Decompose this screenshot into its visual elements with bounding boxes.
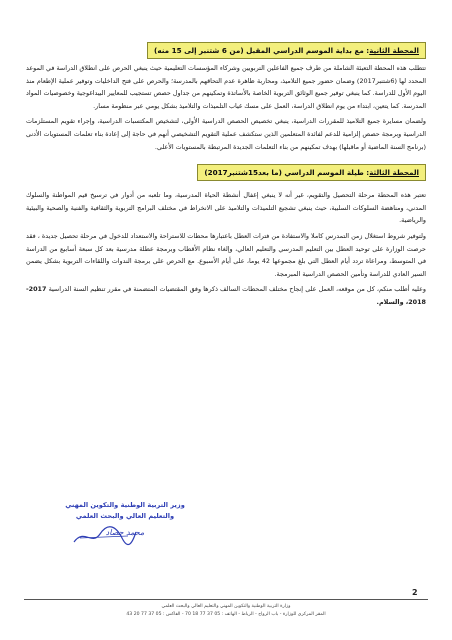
signature-scribble-icon: [70, 520, 140, 550]
heading-text: : طيلة الموسم الدراسي (ما بعد15شتنبر2017): [204, 168, 370, 178]
page-number: 2: [412, 588, 418, 597]
section-station-three: [26, 160, 426, 181]
heading-label: المحطة الثالثة: [369, 168, 419, 178]
footer-ministry: وزارة التربية الوطنية والتكوين المهني والتعليم العالي والبحث العلمي: [161, 604, 291, 609]
signature-block: [60, 500, 190, 537]
stamp-line: والتعليم العالي والبحث العلمي: [75, 512, 175, 520]
stamp-line: وزير التربية الوطنية والتكوين المهني: [65, 501, 185, 509]
closing-paragraph: [26, 283, 426, 308]
paragraph: ولضمان مسايرة جميع التلاميذ للمقررات الدراسية، ينبغي تخصيص الحصص الدراسية الأولى، لتشخيص المكتسبات الدراسية، وإجراء تقويم المستلزمات الدراسية وبرمجة حصص إلزامية للدعم لفائدة المتعلمين الذين ستكشف عملية التقويم التشخيصي أنهم في حاجة إلى إعادة بناء تعلمات المستويات الأدنى (برنامج السنة الماضية أو ماقبلها) بهدف تمكينهم من بناء التعلمات الجديدة المرتبطة بالمستويات الأعلى.: [26, 117, 426, 151]
section-heading-station-three: [197, 164, 426, 181]
heading-label: المحطة الثانية: [369, 46, 419, 55]
footer-address: المقر المركزي للوزارة - باب الرواح - الرباط - الهاتف : 05 37 77 18 70 - الفاكس : 05 37 77 20 43: [126, 612, 326, 617]
footer-divider: [24, 599, 428, 600]
paragraph: تعتبر هذه المحطة مرحلة التحصيل والتقويم، غير أنه لا ينبغي إغفال أنشطة الحياة المدرسية، وما تلعبه من أدوار في ترسيخ قيم المواطنة والسلوك المدني، ومناهضة السلوكات السلبية، حيث ينبغي تشجيع التلميذات والتلاميذ على الانخراط في مختلف البرامج التربوية والثقافية والفنية والصحية والبيئية والرياضية.: [26, 191, 426, 225]
section-heading-station-two: [147, 42, 426, 59]
closing-text: وعليه أطلب منكم، كل من موقعه، العمل على إنجاح مختلف المحطات السالف ذكرها وفق المقتضيات المتضمنة في مقرر تنظيم السنة الدراسية: [46, 285, 426, 294]
closing-bold: 2017-2018، والسلام.: [26, 285, 426, 306]
footer: [26, 603, 426, 619]
signatory-name: محمد حصاد: [105, 528, 145, 537]
paragraph: ولتوفير شروط استغلال زمن التمدرس كاملا والاستفادة من فترات العطل باعتبارها محطات للاستراحة والاستعداد للدخول في مرحلة تحصيل جديدة ، فقد حرصت الوزارة على توحيد العطل بين التعليم المدرسي والتعليم العالي، وإلغاء نظام الأقطاب وبرمجة عطلة مدرسية بعد كل سبعة أسابيع من الدراسة في المتوسط، ومراعاة تردد أيام العطل التي بلغ مجموعها 42 يوما، على أيام الأسبوع. مع الحرص على برمجة الندوات واللقاءات التربوية بشكل يضمن السير العادي للدراسة وتأمين الحصص الدراسية المبرمجة.: [26, 231, 426, 278]
heading-text: : مع بداية الموسم الدراسي المقبل (من 6 شتنبر إلى 15 منه): [154, 46, 370, 55]
paragraph: تتطلب هذه المحطة التعبئة الشاملة من طرف جميع الفاعلين التربويين وشركاء المؤسسات التعليمية حيث ينبغي الحرص على انطلاق الدراسة في الموعد المحدد لها (6شتنبر2017) وضمان حضور جميع التلاميذ، ومحاربة ظاهرة عدم التحاقهم بالمدرسة؛ والحرص على فتح الداخليات وتوفير عملية الإطعام منذ اليوم الأول للدراسة. كما ينبغي توفير جميع الوثائق التربوية الخاصة بالأساتذة وتمكينهم من جداول حصص تستجيب للمعايير البيداغوجية وخصوصيات المواد المدرسة. كما يتعين، ابتداء من يوم انطلاق الدراسة، العمل على مسك غياب التلميذات والتلاميذ بشكل يومي عبر منظومة مسار.: [26, 64, 426, 110]
section-station-two: [26, 38, 426, 153]
section-station-three-body: [26, 189, 426, 308]
